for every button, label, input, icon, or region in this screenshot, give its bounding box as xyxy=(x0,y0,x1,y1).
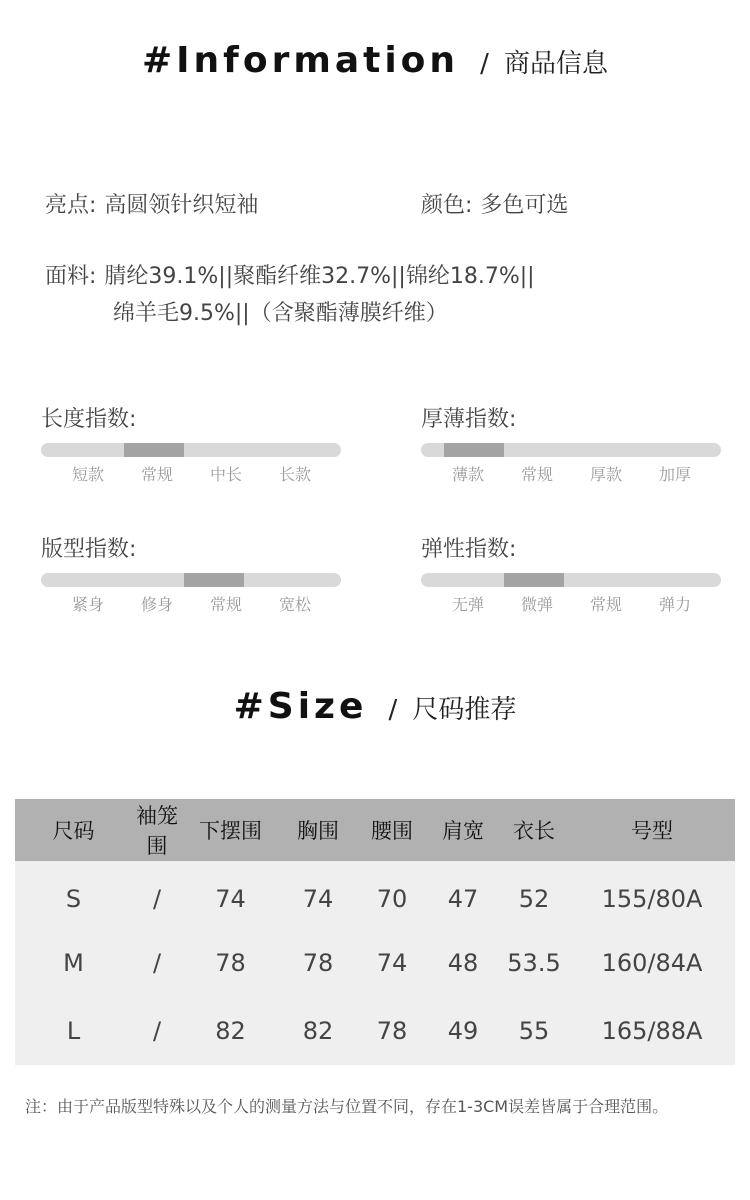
length-index-marker xyxy=(124,443,184,457)
cell-armhole: / xyxy=(152,1017,162,1045)
thickness-option-thick: 厚款 xyxy=(589,465,623,484)
fit-index-marker xyxy=(184,573,244,587)
cell-shoulder: 47 xyxy=(447,884,479,913)
header-chest: 胸围 xyxy=(297,819,339,843)
highlight-attribute xyxy=(45,188,258,219)
length-index-label: 长度指数: xyxy=(41,407,137,432)
title-separator: / xyxy=(388,695,398,725)
elasticity-index-label: 弹性指数: xyxy=(421,537,517,562)
cell-waist: 74 xyxy=(376,949,408,977)
thickness-index xyxy=(421,402,721,486)
cell-length: 52 xyxy=(518,884,550,913)
length-option-long: 长款 xyxy=(278,465,312,484)
thickness-index-label: 厚薄指数: xyxy=(421,407,517,432)
cell-body-type: 155/80A xyxy=(601,884,703,913)
information-title xyxy=(0,40,750,81)
cell-size: L xyxy=(66,1017,81,1045)
elasticity-index-marker xyxy=(504,573,564,587)
fit-option-loose: 宽松 xyxy=(278,595,312,614)
elasticity-option-stretch: 弹力 xyxy=(658,595,692,614)
fit-index-bar xyxy=(41,573,341,587)
thickness-index-marker xyxy=(444,443,504,457)
size-table-header xyxy=(15,799,735,861)
thickness-option-regular: 常规 xyxy=(520,465,554,484)
fit-option-regular: 常规 xyxy=(209,595,243,614)
header-body-type: 号型 xyxy=(631,819,673,843)
elasticity-index xyxy=(421,532,721,616)
length-option-mid: 中长 xyxy=(209,465,243,484)
header-size: 尺码 xyxy=(52,819,95,843)
measurement-note: 注：由于产品版型特殊以及个人的测量方法与位置不同，存在1-3CM误差皆属于合理范围。 xyxy=(25,1097,669,1116)
length-option-regular: 常规 xyxy=(140,465,174,484)
table-row xyxy=(15,861,735,929)
size-table xyxy=(15,799,735,1065)
fit-index xyxy=(41,532,341,616)
size-heading: #Size xyxy=(233,686,368,727)
cell-armhole: / xyxy=(152,884,162,913)
cell-chest: 82 xyxy=(302,1017,334,1045)
table-row xyxy=(15,929,735,997)
fabric-line-1: 腈纶39.1%||聚酯纤维32.7%||锦纶18.7%|| xyxy=(104,264,535,289)
length-index-bar xyxy=(41,443,341,457)
length-index xyxy=(41,402,341,486)
cell-size: M xyxy=(63,949,84,977)
fabric-label: 面料: xyxy=(45,264,97,289)
elasticity-index-bar xyxy=(421,573,721,587)
size-heading-cn: 尺码推荐 xyxy=(412,695,517,725)
header-shoulder: 肩宽 xyxy=(442,819,484,843)
information-heading-cn: 商品信息 xyxy=(504,49,609,79)
thickness-index-bar xyxy=(421,443,721,457)
cell-body-type: 160/84A xyxy=(601,949,703,977)
cell-length: 53.5 xyxy=(507,949,561,977)
cell-hem: 78 xyxy=(215,949,246,977)
table-row xyxy=(15,997,735,1065)
color-attribute xyxy=(421,188,568,219)
header-waist: 腰围 xyxy=(371,819,413,843)
fit-index-label: 版型指数: xyxy=(41,537,137,562)
cell-shoulder: 48 xyxy=(447,949,479,977)
highlight-value: 高圆领针织短袖 xyxy=(104,193,259,218)
header-armhole: 袖笼围 xyxy=(136,804,178,858)
cell-waist: 70 xyxy=(376,884,408,913)
cell-length: 55 xyxy=(518,1017,550,1045)
highlight-label: 亮点: xyxy=(45,193,97,218)
header-hem: 下摆围 xyxy=(199,819,262,843)
size-title xyxy=(0,686,750,727)
cell-hem: 82 xyxy=(215,1017,246,1045)
fabric-line-2: 绵羊毛9.5%||（含聚酯薄膜纤维） xyxy=(113,301,448,326)
thickness-option-extra-thick: 加厚 xyxy=(658,465,692,484)
elasticity-option-slight: 微弹 xyxy=(520,595,554,614)
fabric-attribute xyxy=(45,258,535,332)
fit-option-tight: 紧身 xyxy=(71,595,105,614)
information-heading: #Information xyxy=(141,40,460,81)
thickness-option-thin: 薄款 xyxy=(451,465,485,484)
title-separator: / xyxy=(480,49,489,79)
cell-size: S xyxy=(65,884,82,913)
cell-hem: 74 xyxy=(215,884,246,913)
color-label: 颜色: xyxy=(421,193,473,218)
header-length: 衣长 xyxy=(513,819,555,843)
fit-option-slim: 修身 xyxy=(140,595,174,614)
cell-chest: 74 xyxy=(302,884,334,913)
length-option-short: 短款 xyxy=(71,465,105,484)
cell-chest: 78 xyxy=(302,949,334,977)
cell-armhole: / xyxy=(152,949,162,977)
elasticity-option-none: 无弹 xyxy=(451,595,485,614)
cell-waist: 78 xyxy=(376,1017,408,1045)
color-value: 多色可选 xyxy=(480,193,569,218)
elasticity-option-regular: 常规 xyxy=(589,595,623,614)
cell-shoulder: 49 xyxy=(447,1017,479,1045)
cell-body-type: 165/88A xyxy=(601,1017,703,1045)
